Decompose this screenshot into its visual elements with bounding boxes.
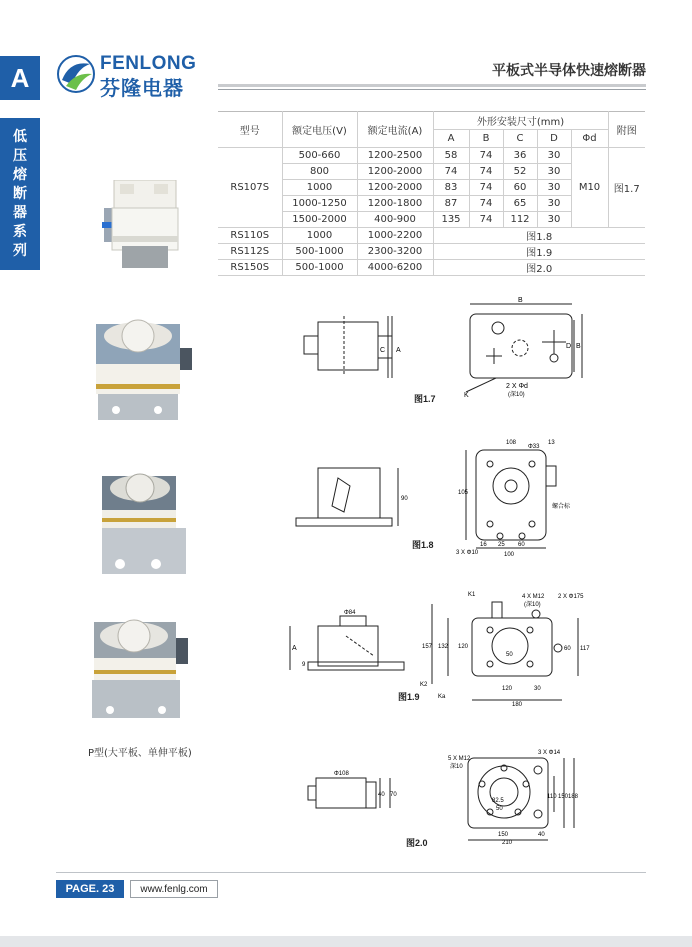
logo-name-en: FENLONG <box>100 53 197 74</box>
dim-c-cell: 112 <box>503 212 537 228</box>
product-photo-rs150s <box>88 618 196 722</box>
fig19-label: 图1.9 <box>398 692 420 702</box>
voltage-cell: 500-1000 <box>282 260 357 276</box>
footer-rule <box>56 872 646 873</box>
figure-cell: 图2.0 <box>433 260 645 276</box>
fig19-holes: 2 X Φ175 <box>558 594 584 600</box>
header-model: 型号 <box>218 112 282 148</box>
fig19-dim-120-h: 120 <box>502 686 513 692</box>
current-cell: 1000-2200 <box>357 228 433 244</box>
dim-d-cell: 30 <box>537 180 571 196</box>
fig17-dim-d: D <box>566 343 572 350</box>
fig20-dim-150-v: 150 <box>558 794 569 800</box>
fig19-dim-a: A <box>292 645 297 652</box>
fig18-dim-60: 60 <box>518 542 525 548</box>
fig17-dim-b-top: B <box>518 297 523 304</box>
mount-cell: M10 <box>571 148 608 228</box>
table-row <box>218 228 645 244</box>
series-char: 熔 <box>13 166 27 183</box>
dim-a-cell: 74 <box>433 164 469 180</box>
product-photo-rs112s <box>96 470 196 576</box>
fig20-holes: 3 X Φ14 <box>538 750 561 756</box>
website-link[interactable]: www.fenlg.com <box>130 880 218 898</box>
fig19-dim-132: 132 <box>438 644 449 650</box>
header-dimensions: 外形安装尺寸(mm) <box>433 112 608 130</box>
fig20-dim-40: 40 <box>378 792 385 798</box>
dim-a-cell: 83 <box>433 180 469 196</box>
fig18-mark-label: 螺合标 <box>552 504 571 510</box>
fig19-dim-120-v: 120 <box>458 644 469 650</box>
fig20-dim-50: 50 <box>496 806 503 812</box>
logo-name-cn: 芬隆电器 <box>100 76 184 100</box>
header-rule-thin <box>218 89 646 90</box>
fig17-top-drawing <box>456 296 586 400</box>
fig19-side-drawing <box>282 606 410 682</box>
fig19-dim-50: 50 <box>506 652 513 658</box>
fig17-dim-a: A <box>396 347 401 354</box>
table-row <box>218 244 645 260</box>
dim-b-cell: 74 <box>469 164 503 180</box>
fig18-dim-25: 25 <box>498 542 505 548</box>
header-dim-a: A <box>433 130 469 148</box>
model-cell: RS107S <box>218 148 282 228</box>
dim-b-cell: 74 <box>469 180 503 196</box>
fig19-depth: (深10) <box>524 602 541 608</box>
model-cell: RS150S <box>218 260 282 276</box>
current-cell: 4000-6200 <box>357 260 433 276</box>
fig18-hole-note: 3 X Φ10 <box>456 550 479 556</box>
fig19-ka: Ka <box>438 694 446 700</box>
dim-d-cell: 30 <box>537 212 571 228</box>
fig18-side-drawing <box>290 458 410 532</box>
fig20-depth: 深10 <box>450 764 463 770</box>
fig20-side-drawing <box>294 766 400 816</box>
dim-d-cell: 30 <box>537 164 571 180</box>
voltage-cell: 500-660 <box>282 148 357 164</box>
header-current: 额定电流(A) <box>357 112 433 148</box>
fig18-dim-90: 90 <box>401 496 408 502</box>
dim-d-cell: 30 <box>537 196 571 212</box>
dim-b-cell: 74 <box>469 196 503 212</box>
fig18-dim-16: 16 <box>480 542 487 548</box>
fig17-depth-note: (深10) <box>508 392 525 398</box>
fig20-dim-70: 70 <box>390 792 397 798</box>
header-figure: 附图 <box>608 112 645 148</box>
page-number-badge: PAGE. 23 <box>56 880 124 898</box>
fig17-side-drawing <box>284 296 414 388</box>
fig19-dim-phi84: Φ84 <box>344 610 356 616</box>
dim-a-cell: 135 <box>433 212 469 228</box>
voltage-cell: 500-1000 <box>282 244 357 260</box>
section-letter-badge: A <box>0 56 40 100</box>
fig20-dim-phi108: Φ108 <box>334 771 349 777</box>
current-cell: 1200-1800 <box>357 196 433 212</box>
series-char: 系 <box>13 223 27 240</box>
header-dim-phid: Φd <box>571 130 608 148</box>
fig17-dim-c: C <box>380 347 386 354</box>
fig18-dim-13: 13 <box>548 440 555 446</box>
figure-cell: 图1.7 <box>608 148 645 228</box>
fig17-hole-note: 2 X Φd <box>506 383 528 390</box>
fenlong-logo-icon <box>56 54 96 94</box>
fig19-dim-30: 30 <box>534 686 541 692</box>
fig20-dim-40: 40 <box>538 832 545 838</box>
photo-caption: P型(大平板、单伸平板) <box>88 748 192 759</box>
table-row <box>218 148 645 164</box>
fig17-label: 图1.7 <box>414 394 436 404</box>
fig19-dim-180: 180 <box>512 702 523 708</box>
fig18-dim-108: 108 <box>506 440 517 446</box>
fig20-thread: 5 X M12 <box>448 756 471 762</box>
current-cell: 1200-2000 <box>357 164 433 180</box>
fig18-dim-phi33: Φ33 <box>528 444 540 450</box>
fig20-dim-210: 210 <box>502 840 513 846</box>
series-char: 压 <box>13 147 27 164</box>
fig19-dim-60: 60 <box>564 646 571 652</box>
fig20-label: 图2.0 <box>406 838 428 848</box>
fig19-dim-157: 157 <box>422 644 433 650</box>
fig19-dim-117: 117 <box>580 646 590 652</box>
header-dim-b: B <box>469 130 503 148</box>
fig18-label: 图1.8 <box>412 540 434 550</box>
dim-a-cell: 58 <box>433 148 469 164</box>
dim-c-cell: 65 <box>503 196 537 212</box>
fig19-top-drawing <box>418 588 592 708</box>
fig20-dim-82-5: 82.5 <box>492 798 504 804</box>
figure-cell: 图1.8 <box>433 228 645 244</box>
page-title: 平板式半导体快速熔断器 <box>492 63 646 79</box>
series-char: 断 <box>13 185 27 202</box>
dim-c-cell: 36 <box>503 148 537 164</box>
dim-c-cell: 52 <box>503 164 537 180</box>
fig18-top-drawing <box>456 436 586 558</box>
fig19-dim-9: 9 <box>302 662 306 668</box>
dim-b-cell: 74 <box>469 148 503 164</box>
fig19-thread: 4 X M12 <box>522 594 545 600</box>
fig18-dim-100: 100 <box>504 552 515 558</box>
voltage-cell: 800 <box>282 164 357 180</box>
fig18-dim-105: 105 <box>458 490 469 496</box>
voltage-cell: 1000-1250 <box>282 196 357 212</box>
current-cell: 1200-2500 <box>357 148 433 164</box>
header-rule <box>218 84 646 87</box>
voltage-cell: 1000 <box>282 180 357 196</box>
header-dim-d: D <box>537 130 571 148</box>
fig17-dim-b-side: B <box>576 343 581 350</box>
fig17-k-label: K <box>464 392 469 399</box>
current-cell: 1200-2000 <box>357 180 433 196</box>
current-cell: 400-900 <box>357 212 433 228</box>
product-photo-rs107s <box>96 180 188 270</box>
model-cell: RS112S <box>218 244 282 260</box>
series-char: 器 <box>13 204 27 221</box>
voltage-cell: 1000 <box>282 228 357 244</box>
header-dim-c: C <box>503 130 537 148</box>
model-cell: RS110S <box>218 228 282 244</box>
dim-c-cell: 60 <box>503 180 537 196</box>
fig20-dim-150-h: 150 <box>498 832 509 838</box>
series-char: 低 <box>13 128 27 145</box>
table-row <box>218 260 645 276</box>
series-char: 列 <box>13 242 27 259</box>
fig19-k1: K1 <box>468 592 476 598</box>
current-cell: 2300-3200 <box>357 244 433 260</box>
fig20-top-drawing <box>446 746 588 844</box>
fig20-dim-188: 188 <box>568 794 579 800</box>
dim-d-cell: 30 <box>537 148 571 164</box>
header-voltage: 额定电压(V) <box>282 112 357 148</box>
fig20-dim-110: 110 <box>547 794 557 800</box>
dim-b-cell: 74 <box>469 212 503 228</box>
voltage-cell: 1500-2000 <box>282 212 357 228</box>
series-sidebar <box>0 118 40 270</box>
dim-a-cell: 87 <box>433 196 469 212</box>
fig19-k2: K2 <box>420 682 428 688</box>
figure-cell: 图1.9 <box>433 244 645 260</box>
product-photo-rs110s <box>92 318 196 424</box>
spec-table <box>218 111 645 276</box>
bottom-strip <box>0 936 692 947</box>
